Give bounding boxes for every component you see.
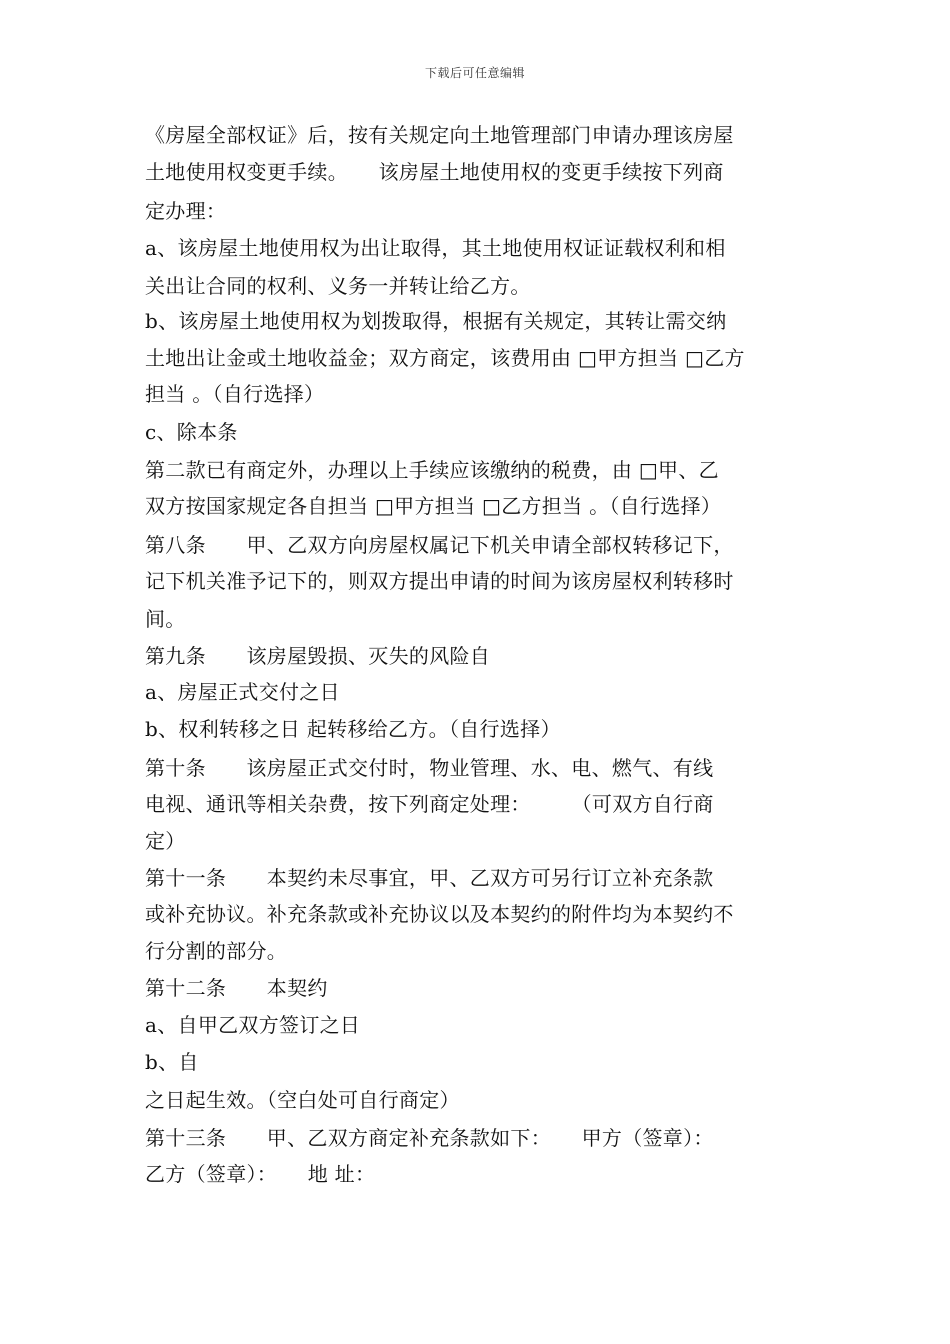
text-line: 第十三条 甲、乙双方商定补充条款如下： 甲方（签章）：: [145, 1126, 714, 1150]
text-line: 记下机关准予记下的，则双方提出申请的时间为该房屋权利转移时: [145, 569, 734, 593]
text-line: b、自: [145, 1050, 199, 1074]
text-line: a、该房屋土地使用权为出让取得，其土地使用权证证载权利和相: [145, 236, 726, 260]
text-line: 第二款已有商定外，办理以上手续应该缴纳的税费，由 □甲、乙: [145, 458, 719, 482]
text-line: b、该房屋土地使用权为划拨取得，根据有关规定，其转让需交纳: [145, 309, 727, 333]
text-line: a、自甲乙双方签订之日: [145, 1013, 361, 1037]
text-line: 之日起生效。（空白处可自行商定）: [145, 1088, 460, 1112]
text-line: 乙方（签章）： 地 址：: [145, 1162, 376, 1186]
text-line: 关出让合同的权利、义务一并转让给乙方。: [145, 274, 531, 298]
text-line: 《房屋全部权证》后，按有关规定向土地管理部门申请办理该房屋: [145, 123, 734, 147]
text-line: 定）: [145, 829, 186, 853]
page-header: 下载后可任意编辑: [424, 66, 525, 80]
text-line: 土地出让金或土地收益金；双方商定，该费用由 □甲方担当 □乙方: [145, 346, 745, 370]
text-line: a、房屋正式交付之日: [145, 680, 340, 704]
text-line: 间。: [145, 607, 186, 631]
text-line: 第十二条 本契约: [145, 976, 328, 1000]
text-line: 第八条 甲、乙双方向房屋权属记下机关申请全部权转移记下，: [145, 533, 734, 557]
text-line: 双方按国家规定各自担当 □甲方担当 □乙方担当 。（自行选择）: [145, 494, 722, 518]
text-line: 土地使用权变更手续。 该房屋土地使用权的变更手续按下列商: [145, 160, 724, 184]
text-line: b、权利转移之日 起转移给乙方。（自行选择）: [145, 717, 561, 741]
text-line: 定办理：: [145, 199, 227, 223]
text-line: 第十一条 本契约未尽事宜，甲、乙双方可另行订立补充条款: [145, 866, 714, 890]
text-line: 或补充协议。补充条款或补充协议以及本契约的附件均为本契约不: [145, 902, 734, 926]
text-line: 电视、通讯等相关杂费，按下列商定处理： （可双方自行商: [145, 792, 714, 816]
text-line: 行分割的部分。: [145, 939, 288, 963]
text-line: 第九条 该房屋毁损、灭失的风险自: [145, 644, 491, 668]
text-line: c、除本条: [145, 420, 238, 444]
text-line: 担当 。（自行选择）: [145, 382, 325, 406]
text-line: 第十条 该房屋正式交付时，物业管理、水、电、燃气、有线: [145, 756, 714, 780]
